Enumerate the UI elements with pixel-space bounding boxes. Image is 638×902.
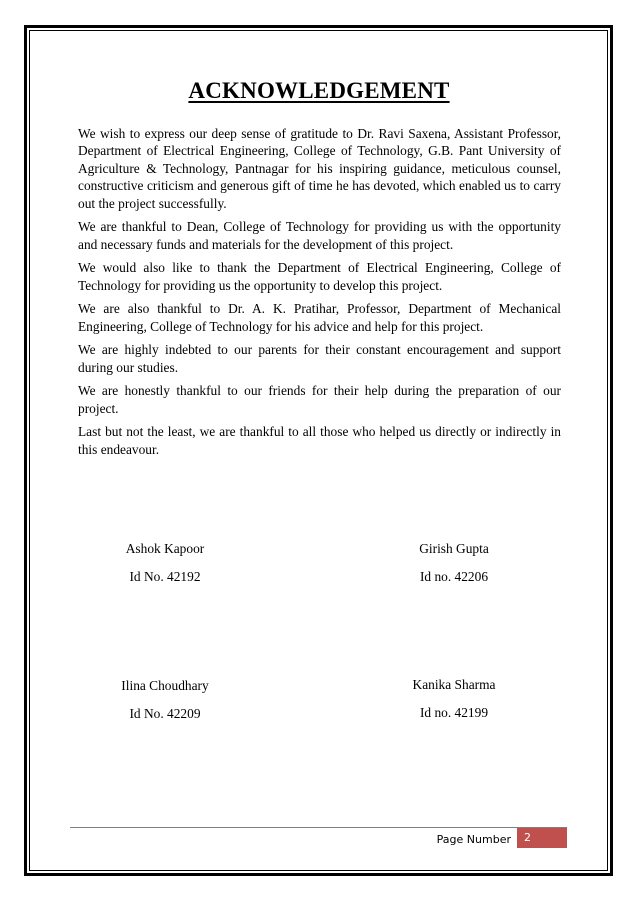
signer-name: Girish Gupta (419, 541, 489, 556)
signer-id: Id no. 42199 (419, 705, 489, 720)
paragraph-closing: Last but not the least, we are thankful to all those who helped us directly or indirectly in this endeavour. (78, 424, 561, 457)
page-number-label: Page Number (436, 833, 511, 846)
paragraph-parents: We are highly indebted to our parents for their constant encouragement and support during our studies. (78, 342, 561, 375)
signer-block (85, 677, 245, 722)
signer-id: Id no. 42206 (419, 569, 489, 584)
page-title: ACKNOWLEDGEMENT (188, 78, 450, 103)
signer-name: Kanika Sharma (412, 677, 496, 692)
acknowledgement-body (78, 125, 561, 464)
paragraph-department: We would also like to thank the Department of Electrical Engineering, College of Technology for providing us the opportunity to develop this project. (78, 260, 561, 293)
page-number-badge: 2 (517, 828, 567, 848)
paragraph-dean: We are thankful to Dean, College of Technology for providing us with the opportunity and necessary funds and materials for the development of this project. (78, 219, 561, 252)
signer-name: Ashok Kapoor (125, 541, 205, 556)
signer-name: Ilina Choudhary (121, 678, 209, 693)
signer-block (374, 540, 534, 585)
signer-block (374, 676, 534, 721)
signer-id: Id No. 42209 (129, 706, 201, 721)
signer-block (85, 540, 245, 585)
paragraph-professor: We are also thankful to Dr. A. K. Pratihar, Professor, Department of Mechanical Engineering, College of Technology for his advice and help for this project. (78, 301, 561, 334)
signer-id: Id No. 42192 (129, 569, 201, 584)
paragraph-gratitude: We wish to express our deep sense of gratitude to Dr. Ravi Saxena, Assistant Professor, Department of Electrical Engineering, College of Technology, G.B. Pant University of Agriculture & Technology, Pantnagar for his inspiring guidance, meticulous counsel, constructive criticism and generous gift of time he has devoted, which enabled us to carry out the project successfully. (78, 126, 561, 211)
footer-rule (70, 827, 567, 828)
paragraph-friends: We are honestly thankful to our friends for their help during the preparation of our project. (78, 383, 561, 416)
